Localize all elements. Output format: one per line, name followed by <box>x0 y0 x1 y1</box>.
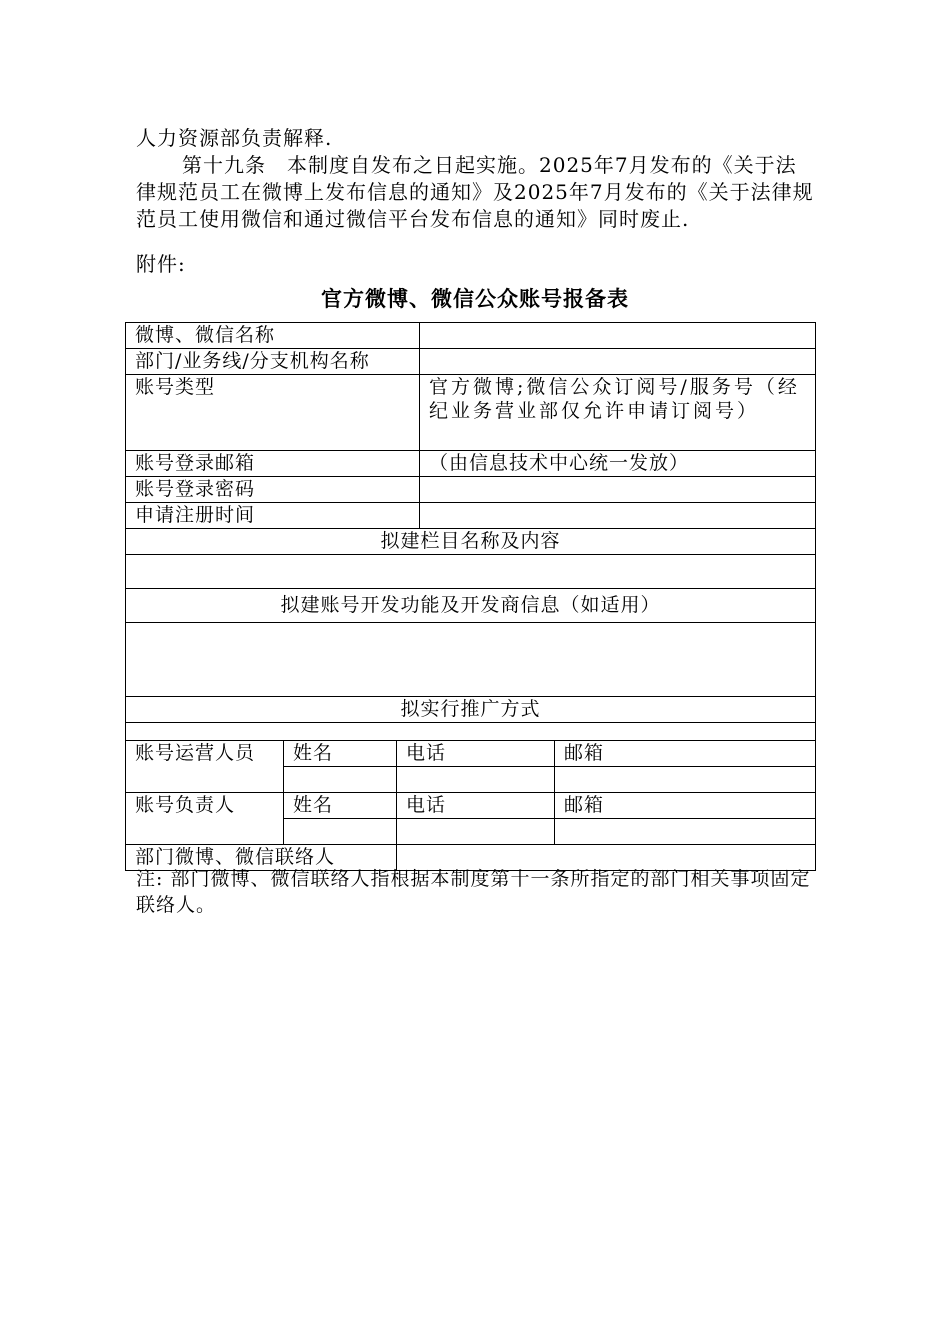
table-row <box>126 529 816 555</box>
account-type-label: 账号类型 <box>126 375 420 451</box>
account-name-value[interactable] <box>420 323 816 349</box>
operator-label: 账号运营人员 <box>126 741 284 793</box>
login-password-value[interactable] <box>420 477 816 503</box>
table-row <box>126 323 816 349</box>
operator-phone-value[interactable] <box>397 767 555 793</box>
account-name-label: 微博、微信名称 <box>126 323 420 349</box>
column-section-header: 拟建栏目名称及内容 <box>126 529 816 555</box>
table-row <box>126 503 816 529</box>
table-row <box>126 741 816 767</box>
department-label: 部门/业务线/分支机构名称 <box>126 349 420 375</box>
attachment-label: 附件: <box>136 252 186 276</box>
table-row <box>126 697 816 723</box>
table-row <box>126 623 816 697</box>
table-row <box>126 723 816 741</box>
operator-email-label: 邮箱 <box>555 741 816 767</box>
article-19: 第十九条 本制度自发布之日起实施。2025年7月发布的《关于法律规范员工在微博上发布信息的通知》及2025年7月发布的《关于法律规范员工使用微信和通过微信平台发布信息的通知》同时废止. <box>136 153 814 231</box>
owner-phone-value[interactable] <box>397 819 555 845</box>
login-email-value: （由信息技术中心统一发放） <box>420 451 816 477</box>
promo-section-content[interactable] <box>126 723 816 741</box>
promo-section-header: 拟实行推广方式 <box>126 697 816 723</box>
table-row <box>126 349 816 375</box>
operator-phone-label: 电话 <box>397 741 555 767</box>
owner-name-value[interactable] <box>284 819 397 845</box>
registration-table <box>125 322 816 871</box>
table-row <box>126 375 816 451</box>
department-value[interactable] <box>420 349 816 375</box>
account-type-value: 官方微博;微信公众订阅号/服务号（经纪业务营业部仅允许申请订阅号） <box>420 375 816 451</box>
register-time-value[interactable] <box>420 503 816 529</box>
owner-label: 账号负责人 <box>126 793 284 845</box>
login-email-label: 账号登录邮箱 <box>126 451 420 477</box>
dev-section-content[interactable] <box>126 623 816 697</box>
operator-email-value[interactable] <box>555 767 816 793</box>
table-row <box>126 589 816 623</box>
table-row <box>126 451 816 477</box>
owner-phone-label: 电话 <box>397 793 555 819</box>
operator-name-value[interactable] <box>284 767 397 793</box>
dev-section-header: 拟建账号开发功能及开发商信息（如适用） <box>126 589 816 623</box>
operator-name-label: 姓名 <box>284 741 397 767</box>
login-password-label: 账号登录密码 <box>126 477 420 503</box>
table-row <box>126 477 816 503</box>
owner-email-label: 邮箱 <box>555 793 816 819</box>
form-title: 官方微博、微信公众账号报备表 <box>321 287 629 311</box>
table-row <box>126 793 816 819</box>
table-row <box>126 555 816 589</box>
owner-name-label: 姓名 <box>284 793 397 819</box>
contact-label: 部门微博、微信联络人 <box>126 845 397 871</box>
column-section-content[interactable] <box>126 555 816 589</box>
intro-line: 人力资源部负责解释. <box>136 126 333 150</box>
footnote: 注: 部门微博、微信联络人指根据本制度第十一条所指定的部门相关事项固定联络人。 <box>136 868 811 916</box>
owner-email-value[interactable] <box>555 819 816 845</box>
register-time-label: 申请注册时间 <box>126 503 420 529</box>
